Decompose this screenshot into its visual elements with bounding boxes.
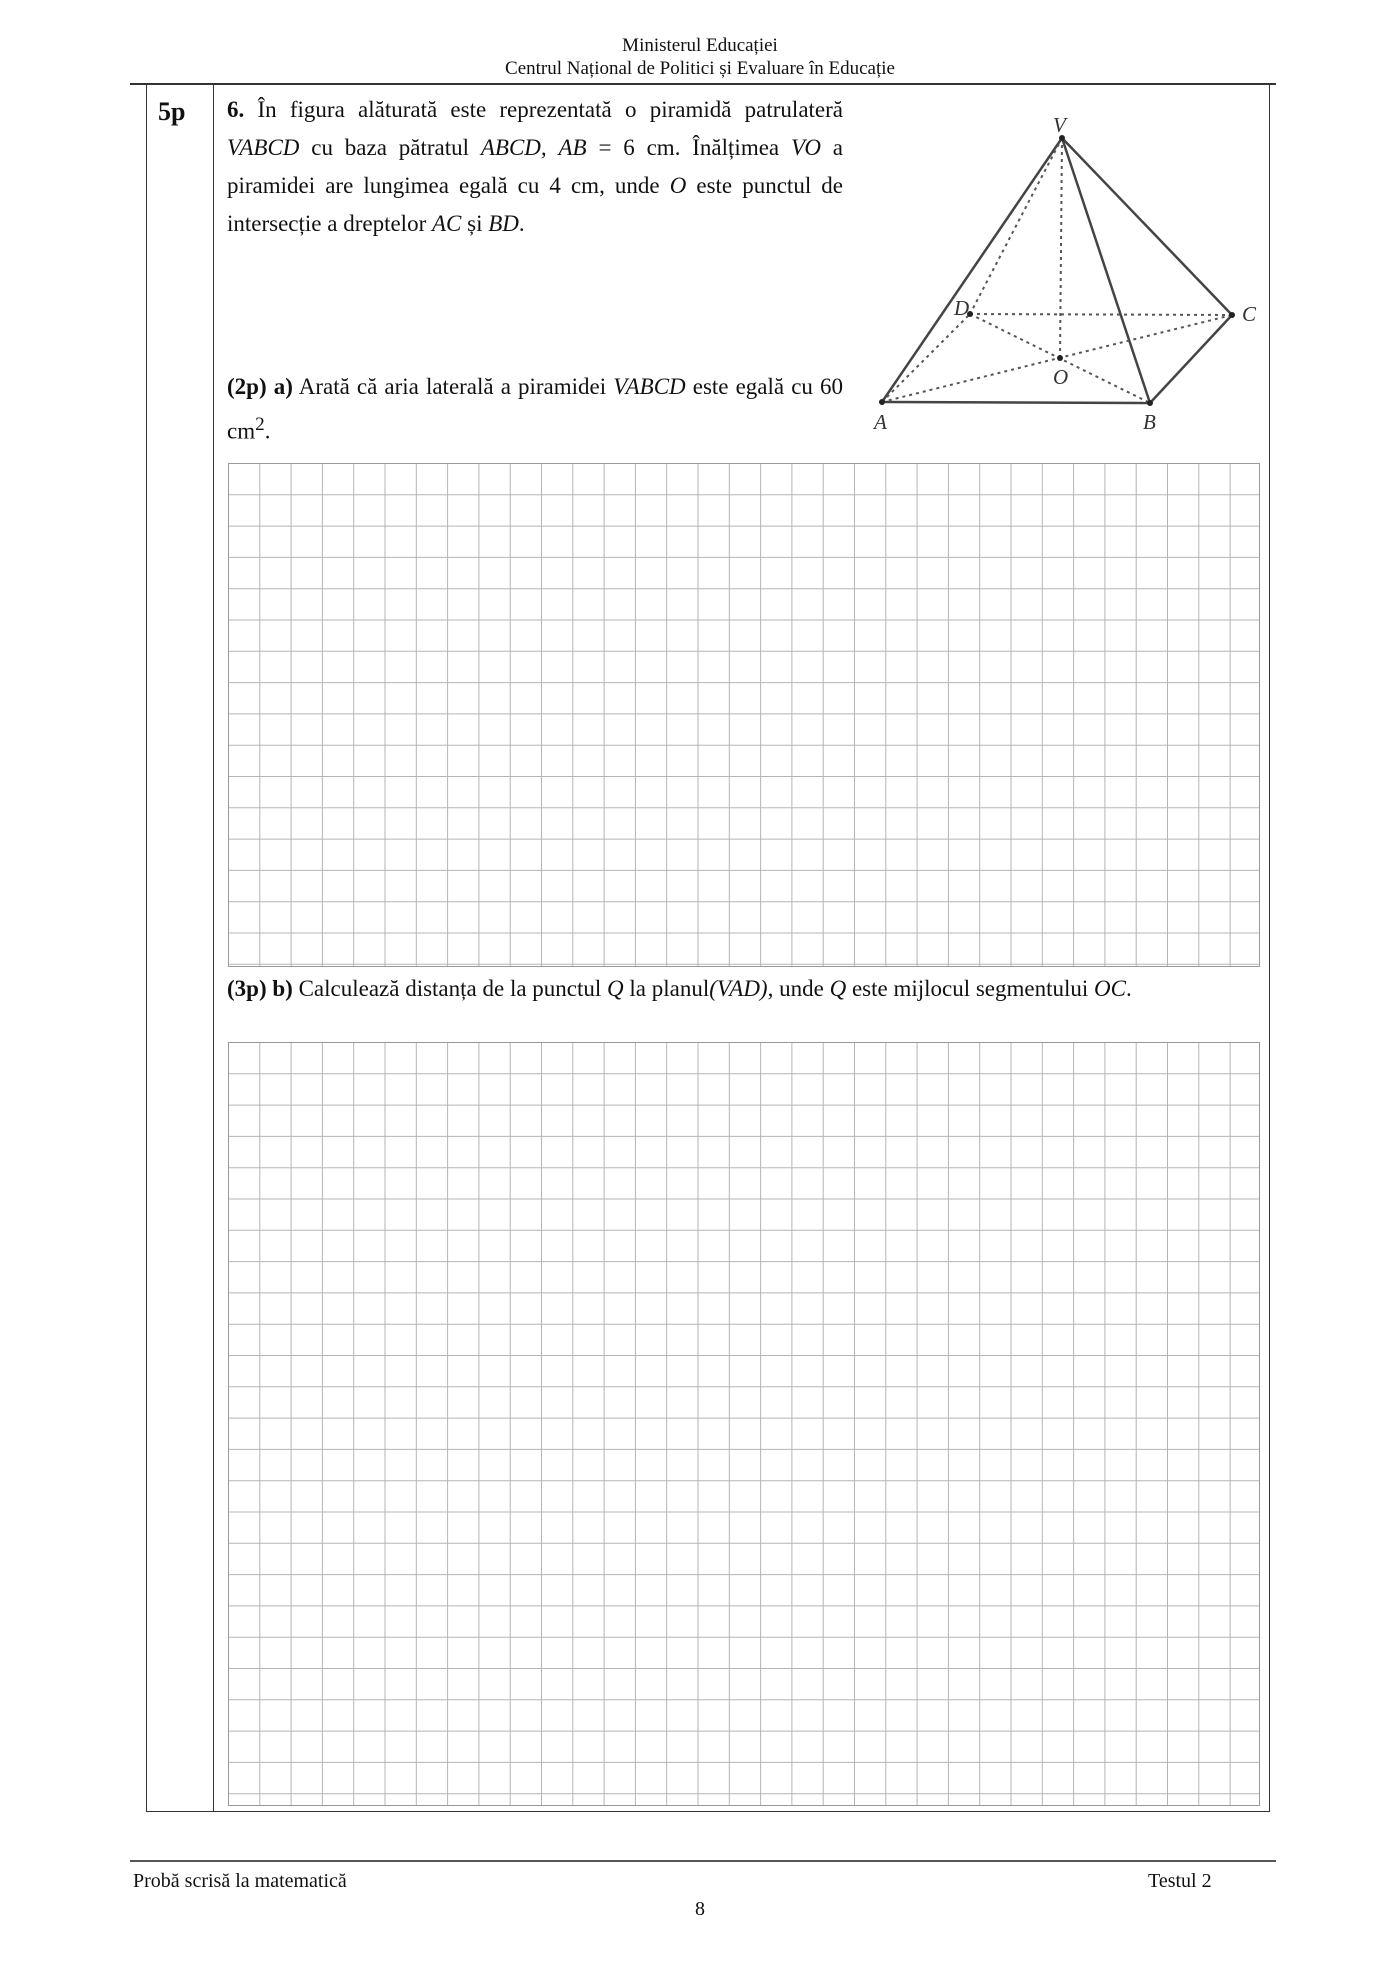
part-a-label: a)	[273, 374, 293, 399]
intro-text: .	[518, 211, 525, 236]
part-b-text: , unde	[767, 976, 830, 1001]
edge-ad	[882, 314, 970, 402]
vertex-o-dot	[1057, 355, 1063, 361]
math-vo: VO	[790, 135, 821, 160]
problem-intro	[227, 91, 843, 243]
intro-text: este punctul de intersecție a dreptelor	[227, 173, 843, 236]
part-b-label: b)	[272, 976, 293, 1001]
footer-exam-title: Probă scrisă la matematică	[133, 1870, 347, 1892]
part-a	[227, 368, 843, 451]
intro-text: și	[461, 211, 489, 236]
math-vabcd: VABCD	[227, 135, 300, 160]
part-b	[227, 970, 1263, 1008]
part-a-text: este egală cu 60 cm	[227, 374, 844, 444]
math-q: Q	[607, 976, 624, 1001]
pyramid-edges	[882, 138, 1232, 403]
intro-text	[547, 135, 559, 160]
vertex-c-dot	[1229, 312, 1235, 318]
part-a-text: Arată că aria laterală a piramidei	[292, 374, 614, 399]
page-number: 8	[695, 1898, 705, 1920]
part-b-text: la planul	[623, 976, 710, 1001]
footer-rule	[130, 1860, 1276, 1862]
header-ministry: Ministerul Educației	[622, 35, 778, 56]
edge-vc	[1062, 138, 1232, 315]
label-a: A	[874, 410, 887, 434]
footer-test-number: Testul 2	[1148, 1870, 1212, 1892]
edge-bc	[1150, 315, 1232, 403]
label-d: D	[954, 296, 970, 320]
part-a-score: (2p)	[227, 374, 267, 399]
pyramid-figure	[870, 108, 1270, 438]
math-oc: OC	[1094, 976, 1126, 1001]
score-column	[146, 84, 214, 1812]
math-abcd: ABCD,	[480, 135, 547, 160]
math-bd: BD	[488, 211, 519, 236]
math-ab: AB	[558, 135, 587, 160]
math-q: Q	[829, 976, 847, 1001]
superscript: 2	[255, 414, 265, 435]
part-b-text: este mijlocul segmentului	[846, 976, 1095, 1001]
part-b-text: Calculează distanța de la punctul	[292, 976, 608, 1001]
label-b: B	[1143, 410, 1156, 434]
vertex-a-dot	[879, 399, 885, 405]
vertex-b-dot	[1147, 400, 1153, 406]
intro-text: = 6 cm. Înălțimea	[586, 135, 791, 160]
label-c: C	[1242, 302, 1257, 326]
math-o: O	[669, 173, 687, 198]
problem-number: 6.	[227, 97, 245, 122]
part-b-text: .	[1126, 976, 1132, 1001]
edge-va	[882, 138, 1062, 402]
edge-dc	[970, 314, 1232, 315]
math-vad: (VAD)	[709, 976, 768, 1001]
intro-text: În figura alăturată este reprezentată o piramidă patrulateră	[244, 97, 843, 122]
label-v: V	[1053, 113, 1066, 137]
part-a-text: .	[264, 418, 271, 444]
problem-points: 5p	[158, 97, 186, 126]
math-ac: AC	[431, 211, 462, 236]
header-center: Centrul Național de Politici și Evaluare în Educație	[505, 58, 895, 79]
answer-grid-a[interactable]	[228, 463, 1260, 967]
edge-vb	[1062, 138, 1150, 403]
intro-text: cu baza pătratul	[299, 135, 481, 160]
intro-text: a piramidei are lungimea egală cu 4 cm, unde	[227, 135, 843, 198]
part-b-score: (3p)	[227, 976, 267, 1001]
label-o: O	[1053, 365, 1069, 389]
edge-vd	[970, 138, 1062, 314]
hidden-edges	[882, 138, 1232, 403]
answer-grid-b[interactable]	[228, 1042, 1260, 1806]
height-vo	[1060, 138, 1062, 358]
math-vabcd: VABCD	[613, 374, 686, 399]
edge-ab	[882, 402, 1150, 403]
